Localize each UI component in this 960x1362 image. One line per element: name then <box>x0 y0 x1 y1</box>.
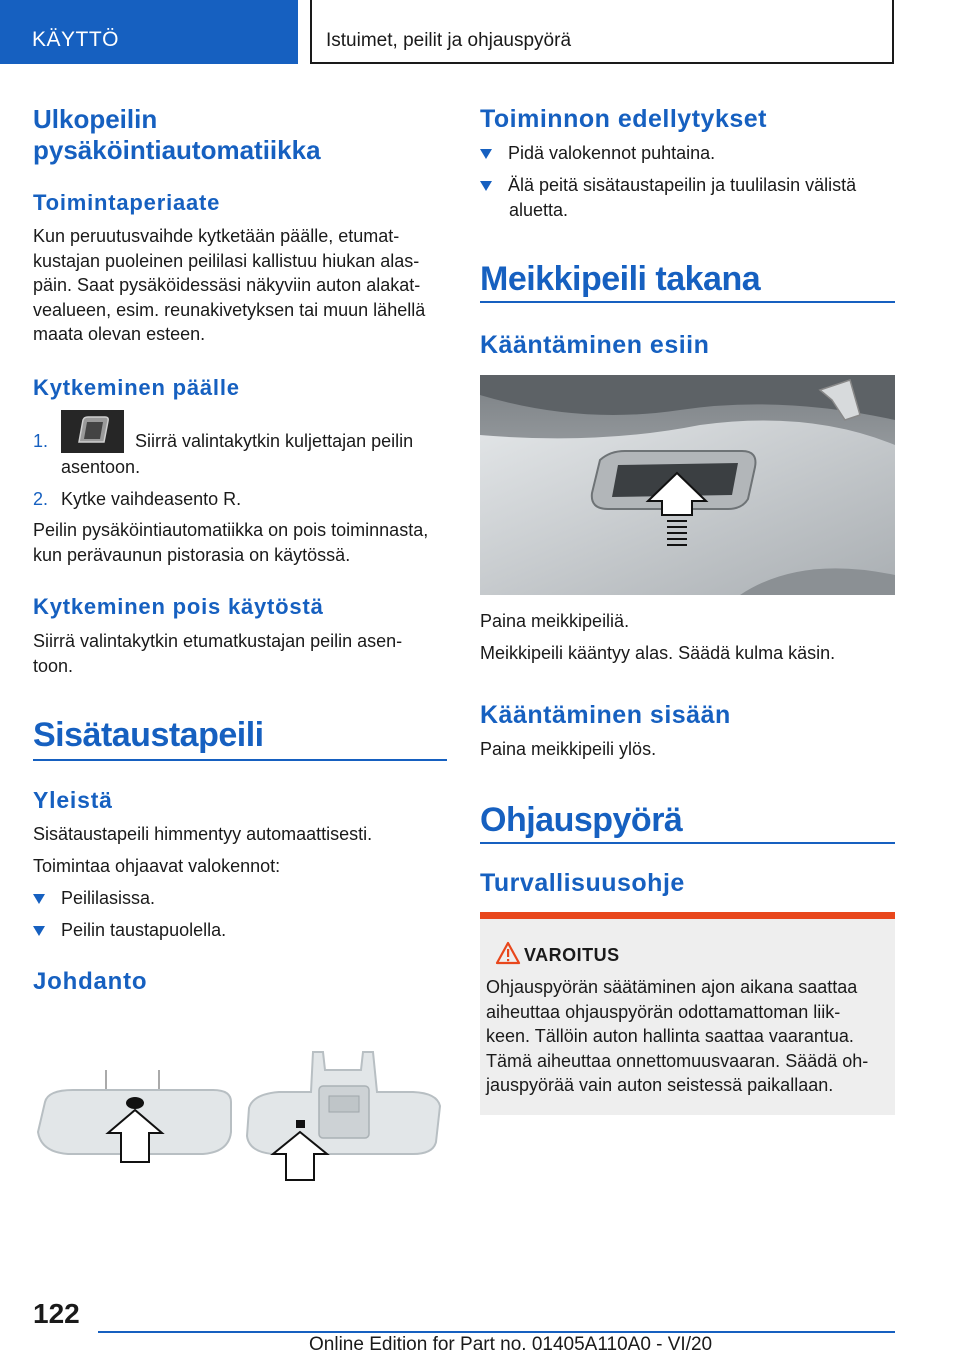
text-line: Siirrä valintakytkin etumatkustajan peilin asen- <box>33 631 403 651</box>
disable-paragraph <box>33 629 453 678</box>
heading-parking-mirror <box>33 104 321 166</box>
fold-out-line: Meikkipeili kääntyy alas. Säädä kulma käsin. <box>480 643 836 663</box>
general-line: Sisätaustapeili himmentyy automaattisesti. <box>33 824 373 844</box>
text-line: Tämä aiheuttaa onnettomuusvaaran. Säädä oh- <box>486 1050 869 1071</box>
step-number: 1. <box>33 431 49 451</box>
heading-general: Yleistä <box>33 787 113 813</box>
bullet-text: Peilin taustapuolella. <box>61 920 227 940</box>
bullet-text-cont: aluetta. <box>509 200 569 220</box>
chapter-title: Istuimet, peilit ja ohjauspyörä <box>326 30 572 51</box>
general-line: Toimintaa ohjaavat valokennot: <box>33 856 281 876</box>
bullet-triangle-icon <box>480 149 492 159</box>
bullet-item <box>33 886 155 911</box>
bullet-item <box>480 173 856 198</box>
vanity-mirror-illustration <box>480 375 895 595</box>
heading-prerequisites: Toiminnon edellytykset <box>480 105 767 133</box>
step1-text: Siirrä valintakytkin kuljettajan peilin <box>135 431 414 451</box>
text-line: maata olevan esteen. <box>33 324 206 344</box>
heading-rule <box>480 842 895 844</box>
bullet-triangle-icon <box>33 926 45 936</box>
bullet-item <box>33 918 226 943</box>
warning-title: VAROITUS <box>524 945 620 965</box>
bullet-text: Peililasissa. <box>61 888 156 908</box>
step1-text-cont: asentoon. <box>61 457 141 477</box>
text-line: keen. Tällöin auton hallinta saattaa vaarantua. <box>486 1026 854 1046</box>
text-line: Kun peruutusvaihde kytketään päälle, etumat- <box>33 226 400 246</box>
bullet-item <box>480 141 715 166</box>
footer-rule <box>98 1331 895 1333</box>
text-line: kun perävaunun pistorasia on käytössä. <box>33 544 351 565</box>
heading-line: Ulkopeilin <box>33 104 158 134</box>
step2-text: Kytke vaihdeasento R. <box>61 489 242 509</box>
heading-rule <box>33 759 447 761</box>
text-line: Ohjauspyörän säätäminen ajon aikana saattaa <box>486 977 858 997</box>
fold-in-line: Paina meikkipeili ylös. <box>480 739 657 759</box>
warning-triangle-icon <box>495 941 521 965</box>
warning-text <box>486 975 891 1098</box>
chapter-tab <box>310 0 894 64</box>
heading-vanity-mirror: Meikkipeili takana <box>480 260 761 298</box>
text-line: vealueen, esim. reunakivetyksen tai muun lähellä <box>33 299 426 320</box>
text-line: päin. Saat pysäköidessäsi näkyviin auton alakat- <box>33 275 421 295</box>
mirror-switch-icon <box>61 410 124 453</box>
bullet-text: Pidä valokennot puhtaina. <box>508 143 716 163</box>
bullet-triangle-icon <box>33 894 45 904</box>
section-tab <box>0 0 298 64</box>
heading-steering-wheel: Ohjauspyörä <box>480 801 683 839</box>
bullet-text: Älä peitä sisätaustapeilin ja tuulilasin välistä <box>508 175 857 195</box>
heading-disable: Kytkeminen pois käytöstä <box>33 594 324 619</box>
text-line: aiheuttaa ohjauspyörän odottamattoman liik- <box>486 1001 841 1022</box>
note-paragraph <box>33 518 453 567</box>
warning-box <box>480 912 895 1115</box>
heading-interior-mirror: Sisätaustapeili <box>33 716 264 754</box>
heading-intro: Johdanto <box>33 968 148 995</box>
step-number: 2. <box>33 489 49 509</box>
principle-paragraph <box>33 224 453 347</box>
text-line: toon. <box>33 655 74 676</box>
text-line: Peilin pysäköintiautomatiikka on pois toiminnasta, <box>33 520 429 540</box>
heading-safety: Turvallisuusohje <box>480 869 685 897</box>
heading-fold-in: Kääntäminen sisään <box>480 701 731 729</box>
heading-rule <box>480 301 895 303</box>
heading-enable: Kytkeminen päälle <box>33 375 240 400</box>
edition-note: Online Edition for Part no. 01405A110A0 - VI/20 <box>309 1334 713 1355</box>
heading-principle: Toimintaperiaate <box>33 190 221 215</box>
fold-out-line: Paina meikkipeiliä. <box>480 611 630 631</box>
text-line: kustajan puoleinen peililasi kallistuu hiukan alas- <box>33 250 420 271</box>
text-line: jauspyörää vain auton seistessä paikallaan. <box>486 1075 834 1095</box>
page-number: 122 <box>33 1298 80 1329</box>
rearview-mirror-illustration <box>33 1040 448 1185</box>
section-title: KÄYTTÖ <box>32 28 120 51</box>
bullet-triangle-icon <box>480 181 492 191</box>
heading-line: pysäköintiautomatiikka <box>33 135 321 165</box>
heading-fold-out: Kääntäminen esiin <box>480 331 710 359</box>
